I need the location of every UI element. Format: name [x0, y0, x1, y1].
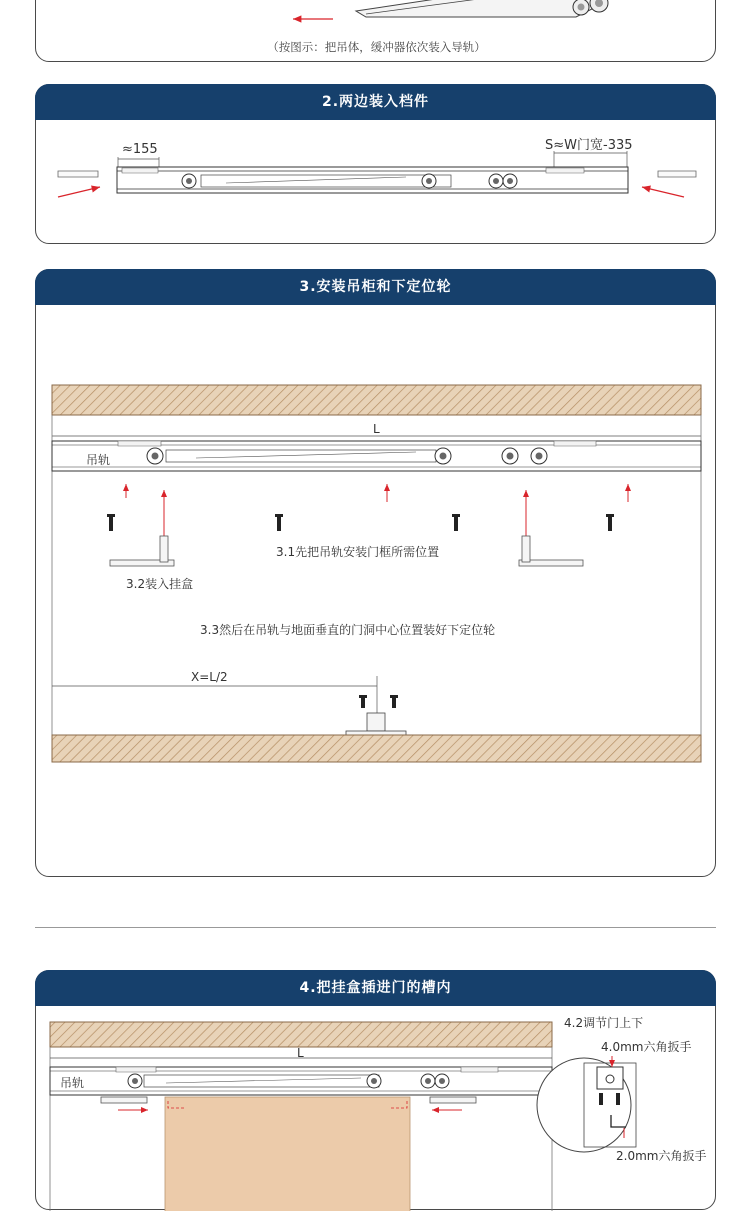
step4-note-4-2: 4.2调节门上下	[564, 1016, 644, 1030]
hanging-box-icon	[110, 536, 174, 566]
step3-title: 3.安装吊柜和下定位轮	[35, 269, 716, 305]
step1-panel	[35, 0, 716, 62]
door-panel	[165, 1097, 410, 1211]
step4-rail-label: 吊轨	[60, 1076, 85, 1090]
screw-icon	[359, 695, 367, 708]
step3-rail-label: 吊轨	[86, 453, 111, 467]
step1-caption: （按图示：把吊体，缓冲器依次装入导轨）	[267, 40, 486, 54]
screw-icon	[606, 514, 614, 531]
step2-dim-right: S≈W门宽-335	[545, 138, 633, 153]
floor-guide-icon	[367, 713, 385, 731]
ceiling-wall	[52, 385, 701, 415]
step3-length-label: L	[373, 422, 380, 436]
step2-rail-drawing	[36, 125, 717, 245]
floor-wall	[52, 735, 701, 762]
step1-rail-drawing	[36, 0, 717, 21]
screw-icon	[452, 514, 460, 531]
step2-title: 2.两边装入档件	[35, 84, 716, 120]
step4-wrench-40: 4.0mm六角扳手	[601, 1040, 692, 1054]
screw-icon	[275, 514, 283, 531]
step3-note-3-2: 3.2装入挂盒	[126, 577, 194, 591]
detail-circle	[537, 1056, 636, 1152]
step4-panel	[35, 970, 716, 1210]
step3-center-dim: X=L/2	[191, 670, 228, 684]
step4-length-label: L	[297, 1046, 304, 1060]
step4-wrench-20: 2.0mm六角扳手	[616, 1149, 707, 1163]
section-divider	[35, 927, 716, 928]
step2-panel	[35, 84, 716, 244]
step3-note-3-1: 3.1先把吊轨安装门框所需位置	[276, 545, 440, 559]
ceiling-wall	[50, 1022, 552, 1047]
screw-icon	[390, 695, 398, 708]
step3-note-3-3: 3.3然后在吊轨与地面垂直的门洞中心位置装好下定位轮	[200, 623, 496, 637]
screw-icon	[107, 514, 115, 531]
hanging-box-icon	[519, 536, 583, 566]
step2-dim-left: ≈155	[122, 142, 158, 157]
step3-panel	[35, 269, 716, 877]
step4-title: 4.把挂盒插进门的槽内	[35, 970, 716, 1006]
